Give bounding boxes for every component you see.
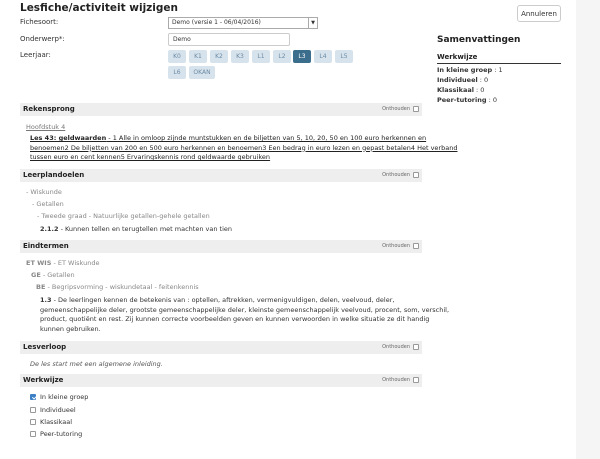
werkwijze-option[interactable]: Peer-tutoring	[30, 430, 82, 438]
onderwerp-input[interactable]: Demo	[168, 33, 290, 46]
werkwijze-option[interactable]: Klassikaal	[30, 418, 72, 426]
lesverloop-text: De les start met een algemene inleiding.	[30, 360, 163, 368]
year-button-l1[interactable]: L1	[252, 50, 270, 63]
year-button-k1[interactable]: K1	[189, 50, 207, 63]
summary-row: Individueel : 0	[437, 76, 489, 84]
section-leerplandoelen	[20, 169, 422, 182]
chevron-down-icon: ▼	[308, 18, 317, 28]
year-button-l3[interactable]: L3	[293, 50, 311, 63]
remember-checkbox[interactable]	[413, 106, 419, 112]
section-title: Eindtermen	[23, 242, 69, 250]
werkwijze-option[interactable]: Individueel	[30, 406, 76, 414]
remember-checkbox[interactable]	[413, 344, 419, 350]
fichesoort-value: Demo (versie 1 - 06/04/2016)	[172, 19, 261, 26]
goal-item: 2.1.2 - Kunnen tellen en terugtellen met machten van tien	[40, 225, 232, 233]
year-button-k2[interactable]: K2	[210, 50, 228, 63]
section-title: Rekensprong	[23, 105, 75, 113]
summary-row: Klassikaal : 0	[437, 86, 485, 94]
lesson-description: Les 43: geldwaarden - 1 Alle in omloop zijnde muntstukken en de biljetten van 5, 10, 20, 50 en 100 euro herkennen en benoemen2 De biljetten van 200 en 500 euro herkennen en benoemen3 Een bedrag in euro lezen en gepast betalen4 Het verband tussen euro en cent kennen5 Ervaringskennis rond geldwaarde gebruiken	[30, 134, 458, 161]
werkwijze-option[interactable]: In kleine groep	[30, 393, 88, 401]
right-margin	[576, 0, 600, 459]
year-button-k0[interactable]: K0	[168, 50, 186, 63]
remember-toggle[interactable]: Onthouden	[382, 377, 419, 383]
year-button-okan[interactable]: OKAN	[189, 66, 215, 79]
year-button-l2[interactable]: L2	[273, 50, 291, 63]
remember-toggle[interactable]: Onthouden	[382, 344, 419, 350]
checkbox[interactable]	[30, 419, 36, 425]
section-lesverloop	[20, 341, 422, 354]
summary-title: Samenvattingen	[437, 35, 521, 45]
tree-level-3: BE - Begripsvorming - wiskundetaal - feitenkennis	[36, 283, 199, 291]
remember-checkbox[interactable]	[413, 377, 419, 383]
year-button-l4[interactable]: L4	[314, 50, 332, 63]
section-title: Lesverloop	[23, 343, 67, 351]
section-rekensprong	[20, 103, 422, 116]
summary-row: In kleine groep : 1	[437, 66, 503, 74]
leerjaar-label: Leerjaar:	[20, 51, 51, 59]
eindterm-item: 1.3 - De leerlingen kennen de betekenis van : optellen, aftrekken, vermenigvuldigen, delen, veelvoud, deler, gemeenschappelijke deler, grootste gemeenschappelijke deler, kleinste gemeenschappelijk veelvoud, procent, som, verschil, product, quotiënt en rest. Zij kunnen correcte voorbeelden geven en kunnen verwoorden in welke situatie ze dit handig kunnen gebruiken.	[40, 296, 450, 333]
remember-checkbox[interactable]	[413, 243, 419, 249]
remember-checkbox[interactable]	[413, 172, 419, 178]
cancel-button[interactable]: Annuleren	[517, 5, 561, 22]
summary-row: Peer-tutoring : 0	[437, 96, 497, 104]
section-title: Werkwijze	[23, 376, 64, 384]
section-werkwijze	[20, 374, 422, 387]
tree-level-2: - Getallen	[32, 200, 64, 208]
onderwerp-label: Onderwerp*:	[20, 35, 65, 43]
section-eindtermen	[20, 240, 422, 253]
year-button-k3[interactable]: K3	[231, 50, 249, 63]
checkbox[interactable]	[30, 407, 36, 413]
year-button-l5[interactable]: L5	[335, 50, 353, 63]
section-title: Leerplandoelen	[23, 171, 85, 179]
page-title: Lesfiche/activiteit wijzigen	[20, 2, 179, 14]
year-button-l6[interactable]: L6	[168, 66, 186, 79]
remember-toggle[interactable]: Onthouden	[382, 106, 419, 112]
summary-divider	[437, 63, 561, 64]
remember-toggle[interactable]: Onthouden	[382, 243, 419, 249]
remember-toggle[interactable]: Onthouden	[382, 172, 419, 178]
summary-subtitle: Werkwijze	[437, 53, 478, 61]
fichesoort-select[interactable]	[168, 17, 318, 29]
tree-level-2: GE - Getallen	[31, 271, 75, 279]
tree-level-1: - Wiskunde	[26, 188, 62, 196]
fichesoort-label: Fichesoort:	[20, 18, 59, 26]
checkbox[interactable]	[30, 431, 36, 437]
checkbox[interactable]	[30, 394, 36, 400]
tree-level-1: ET WIS - ET Wiskunde	[26, 259, 100, 267]
tree-level-3: - Tweede graad - Natuurlijke getallen-gehele getallen	[37, 212, 210, 220]
chapter-link[interactable]: Hoofdstuk 4	[26, 123, 66, 131]
